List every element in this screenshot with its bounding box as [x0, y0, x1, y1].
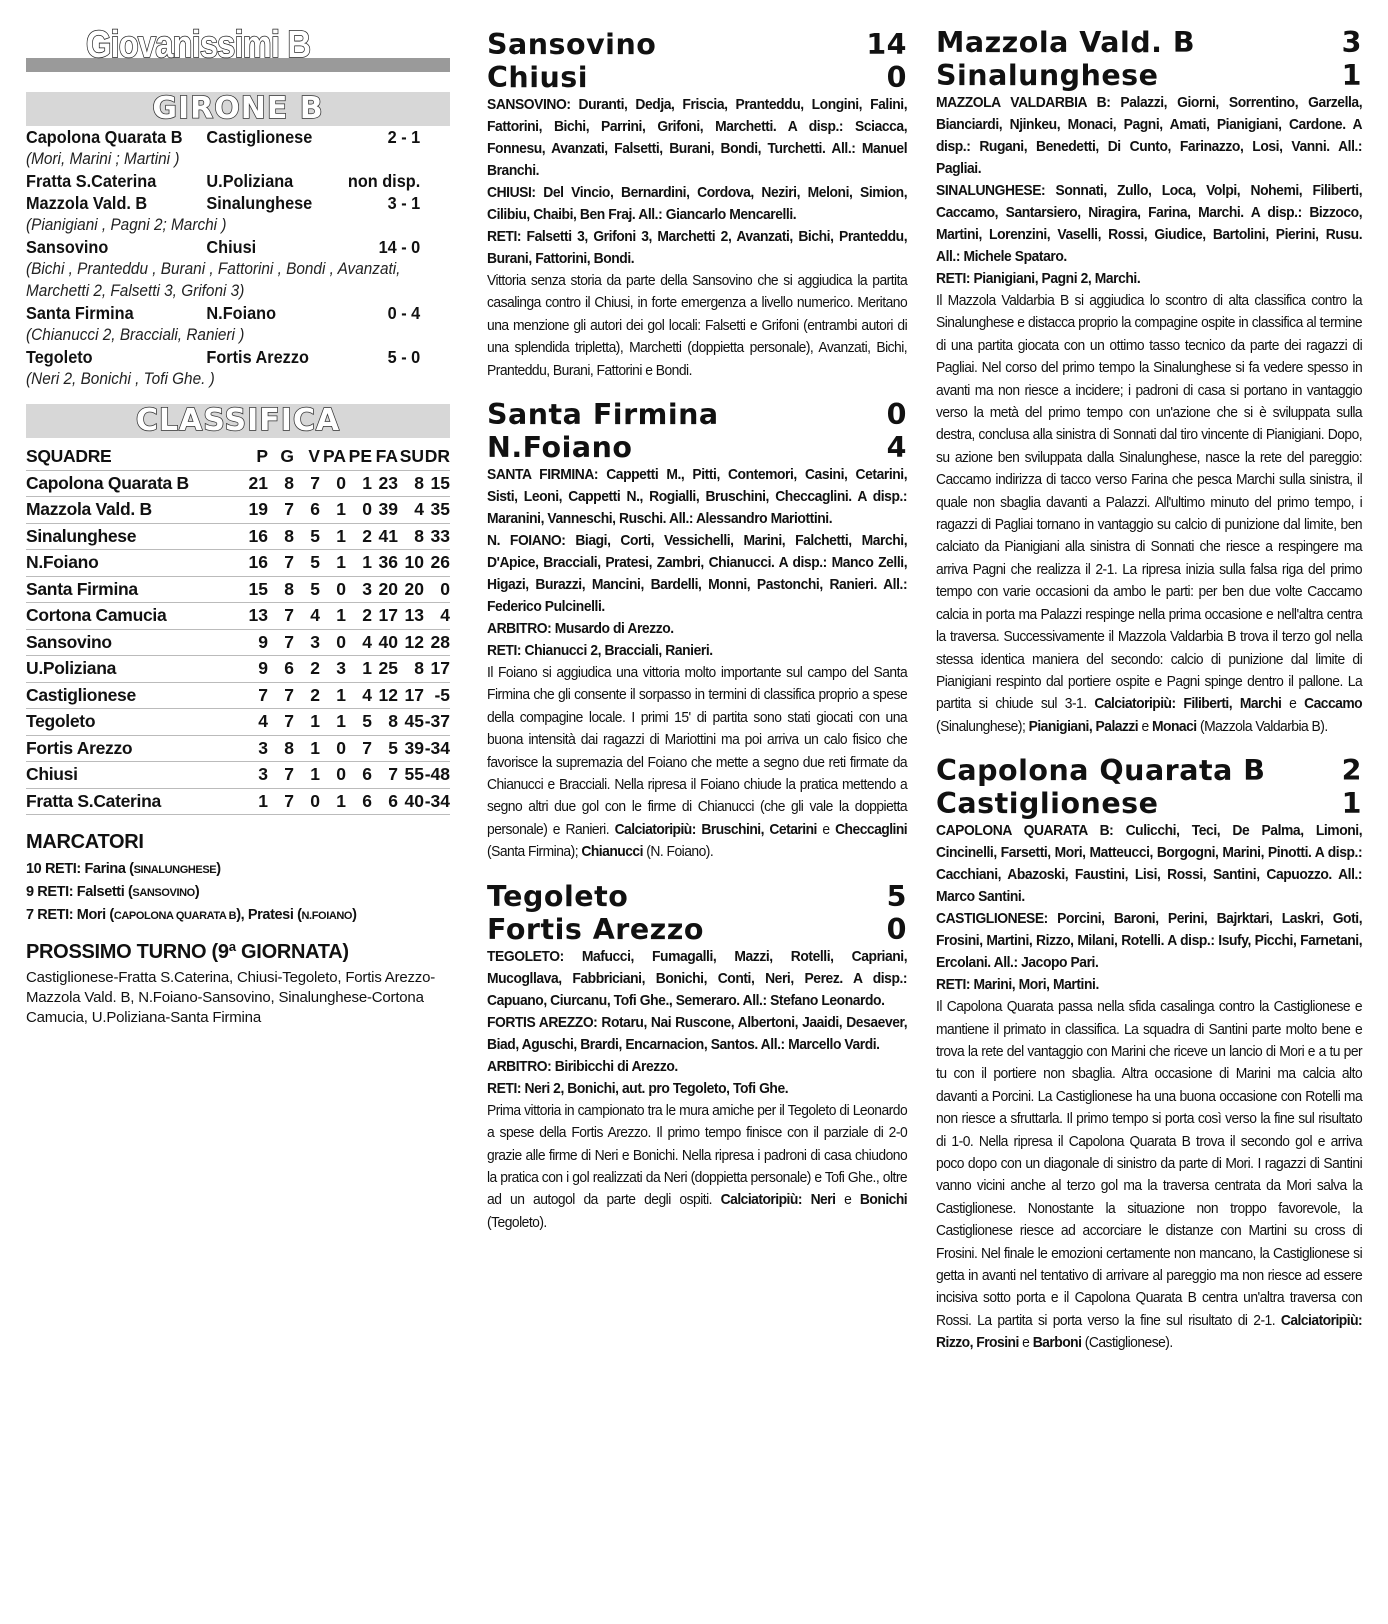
- team-name: N.Foiano: [26, 550, 240, 577]
- match-away-line: [936, 787, 1362, 820]
- stat-cell: 17: [372, 603, 398, 630]
- stat-cell: 4: [346, 682, 372, 709]
- calciatoripiu-names: Chianucci: [581, 844, 643, 861]
- stat-cell: 1: [294, 709, 320, 736]
- away-team: Fortis Arezzo: [206, 347, 309, 367]
- stat-cell: 5: [294, 576, 320, 603]
- stat-cell: 12: [372, 682, 398, 709]
- prossimo-turno-title: PROSSIMO TURNO (9ª GIORNATA): [26, 941, 349, 963]
- calciatoripiu-team: (Tegoleto).: [487, 1214, 547, 1231]
- stat-cell: 55: [398, 762, 424, 789]
- conjunction: e: [1022, 1335, 1030, 1352]
- stat-cell: 41: [372, 523, 398, 550]
- calciatoripiu-label: Calciatoripiù:: [720, 1192, 802, 1209]
- calciatoripiu-names: Checcaglini: [835, 821, 908, 838]
- stat-cell: 10: [398, 550, 424, 577]
- away-team: Castiglionese: [936, 787, 1159, 821]
- stat-cell: 7: [268, 497, 294, 524]
- stat-cell: 39: [372, 497, 398, 524]
- table-row: [26, 497, 450, 524]
- match-home-line: [487, 398, 907, 431]
- stat-cell: 35: [424, 497, 450, 524]
- away-team: N.Foiano: [206, 303, 277, 323]
- stat-cell: 3: [240, 762, 268, 789]
- column-header: PA: [320, 444, 346, 470]
- away-score: 0: [886, 912, 907, 946]
- lineup-line: RETI: Neri 2, Bonichi, aut. pro Tegoleto, Tofi Ghe.: [487, 1080, 789, 1097]
- lineup-line: ARBITRO: Musardo di Arezzo.: [487, 621, 674, 638]
- away-score: 1: [1341, 59, 1362, 92]
- stat-cell: 7: [268, 788, 294, 815]
- match-report: [487, 270, 907, 382]
- match-firmina-foiano: [487, 398, 907, 864]
- scorers: (Mori, Marini ; Martini ): [26, 150, 180, 168]
- home-team: Capolona Quarata B: [26, 127, 183, 147]
- team-name: Capolona Quarata B: [26, 470, 240, 497]
- classifica-header: CLASSIFICA: [26, 404, 450, 438]
- team-name: Chiusi: [26, 762, 240, 789]
- scorers: (Neri 2, Bonichi , Tofi Ghe. ): [26, 370, 215, 388]
- result-row: [26, 192, 452, 214]
- conjunction: e: [844, 1192, 852, 1209]
- marcatore-row: 9 RETI: Falsetti (SANSOVINO): [26, 884, 200, 900]
- report-text: Il Mazzola Valdarbia B si aggiudica lo scontro di alta classifica contro la Sinalunghese e distacca proprio la compagine ospite in classifica al termine di una partita giocata con un ottimo tasso tecnico da parte dei ragazzi di Pagliai. Nel corso del primo tempo la Sinalunghese si fa vedere spesso in avanti ma non riesce a incidere; i padroni di casa si portano in vantaggio verso la metà del primo tempo con un'azione che si è sviluppata sulla destra, conclusa alla sinistra di Sonnati dal tiro vincente di Pianigiani. Dopo, su azione ben sviluppata dalla Sinalunghese, nasce la rete del pareggio: Caccamo indirizza di tacco verso Farina che pesca Marchi sulla sinistra, il quale non sbaglia davanti a Palazzi. All'ultimo minuto del primo tempo, i ragazzi di Pagliai tornano in vantaggio su calcio di punizione dal limite, ben calciato da Pianigiani alla sinistra di Sonnati che riesce a respingere ma arriva Pagni che realizza il 2-1. La ripresa inizia sulla falsa riga del primo tempo con varie occasioni da ambo le parti: per ben due volte Caccamo calcia in porta ma Palazzi respinge nella prima occasione e nell'altra centra la traversa. Successivamente il Mazzola Valdarbia B trova il terzo gol nella stessa identica maniera del secondo: calcio di punizione dal limite di Pianigiani respinto dal portiere ospite e Pagni spinge dentro il pallone. La partita si chiude sul 3-1.: [936, 293, 1363, 713]
- stat-cell: 0: [320, 735, 346, 762]
- match-tegoleto-fortis: [487, 880, 907, 1234]
- stat-cell: 3: [240, 735, 268, 762]
- away-team: U.Poliziana: [206, 171, 294, 191]
- away-team: Castiglionese: [206, 127, 313, 147]
- match-report: [936, 996, 1362, 1355]
- away-team: Sinalunghese: [936, 59, 1159, 92]
- away-team: N.Foiano: [487, 431, 633, 465]
- stat-cell: 7: [268, 762, 294, 789]
- result-row: [26, 302, 452, 324]
- match-home-line: [487, 28, 907, 61]
- stat-cell: 3: [294, 629, 320, 656]
- calciatoripiu-names: Monaci: [1152, 718, 1197, 735]
- home-team: Sansovino: [487, 28, 657, 61]
- column-header: SU: [398, 444, 424, 470]
- team-name: Fratta S.Caterina: [26, 788, 240, 815]
- lineup-line: CAPOLONA QUARATA B: Culicchi, Teci, De Palma, Limoni, Cincinelli, Farsetti, Mori, Matteucci, Borgogni, Marini, Pinotti. A disp.: Cacchiani, Abazoski, Faustini, Lisi, Rossi, Santini, Capuozzo. All.: Marco Santini.: [936, 823, 1363, 906]
- away-team: Chiusi: [206, 237, 257, 257]
- lineup-line: TEGOLETO: Mafucci, Fumagalli, Mazzi, Rotelli, Capriani, Mucogllava, Fabbriciani, Bonichi, Conti, Neri, Perez. A disp.: Capuano, Ciurcanu, Tofi Ghe., Semeraro. All.: Stefano Leonardo.: [487, 948, 908, 1009]
- stat-cell: 6: [346, 762, 372, 789]
- calciatoripiu-names: Bruschini, Cetarini: [701, 821, 817, 838]
- section-banner: [26, 24, 450, 76]
- stat-cell: 0: [294, 788, 320, 815]
- lineup-line: RETI: Marini, Mori, Martini.: [936, 977, 1099, 994]
- stat-cell: 1: [320, 682, 346, 709]
- stat-cell: 8: [268, 576, 294, 603]
- team-name: Fortis Arezzo: [26, 735, 240, 762]
- lineup-line: CHIUSI: Del Vincio, Bernardini, Cordova, Neziri, Meloni, Simion, Cilibiu, Chaibi, Ben Fraj. All.: Giancarlo Mencarelli.: [487, 185, 908, 223]
- match-away-line: [936, 59, 1362, 92]
- calciatoripiu-team: (Santa Firmina);: [487, 844, 579, 861]
- stat-cell: 8: [398, 656, 424, 683]
- stat-cell: 7: [268, 682, 294, 709]
- table-row: [26, 603, 450, 630]
- table-row: [26, 735, 450, 762]
- stat-cell: 7: [346, 735, 372, 762]
- table-row: [26, 762, 450, 789]
- stat-cell: 8: [268, 735, 294, 762]
- conjunction: e: [822, 821, 830, 838]
- stat-cell: 40: [398, 788, 424, 815]
- page-title: Giovanissimi B: [86, 24, 311, 66]
- stat-cell: 26: [424, 550, 450, 577]
- stat-cell: 8: [398, 523, 424, 550]
- report-text: Prima vittoria in campionato tra le mura amiche per il Tegoleto di Leonardo a spese della Fortis Arezzo. Il primo tempo finisce con il parziale di 2-0 grazie alle firme di Neri e Bonichi. Nella ripresa i padroni di casa chiudono la pratica con i gol realizzati da Neri (doppietta personale) e Tofi Ghe., oltre ad un autogol da parte degli ospiti.: [487, 1102, 908, 1209]
- stat-cell: 12: [398, 629, 424, 656]
- stat-cell: -34: [424, 788, 450, 815]
- calciatoripiu-label: Calciatoripiù:: [614, 821, 696, 838]
- column-header: G: [268, 444, 294, 470]
- team-name: Mazzola Vald. B: [26, 497, 240, 524]
- stat-cell: 7: [268, 709, 294, 736]
- column-header: DR: [424, 444, 450, 470]
- home-team: Mazzola Vald. B: [936, 26, 1196, 59]
- stat-cell: 2: [346, 603, 372, 630]
- column-header: PE: [346, 444, 372, 470]
- table-row: [26, 656, 450, 683]
- table-row: [26, 682, 450, 709]
- stat-cell: 16: [240, 523, 268, 550]
- calciatoripiu-team: (Castiglionese).: [1084, 1335, 1173, 1352]
- match-mazzola-sinalunghese: [936, 26, 1362, 738]
- report-text: Vittoria senza storia da parte della Sansovino che si aggiudica la partita casalinga contro il Chiusi, in forte emergenza a livello numerico. Meritano una menzione gli autori dei gol locali: Falsetti e Grifoni (entrambi autori di una splendida tripletta), Marchetti (doppietta personale), Avanzati, Bichi, Pranteddu, Burani, Fattorini e Bondi.: [487, 273, 908, 379]
- stat-cell: -48: [424, 762, 450, 789]
- stat-cell: 4: [398, 497, 424, 524]
- marcatori-list: [26, 858, 450, 927]
- home-team: Tegoleto: [26, 347, 93, 367]
- calciatoripiu-team: (N. Foiano).: [646, 844, 714, 861]
- stat-cell: 3: [320, 656, 346, 683]
- stat-cell: -37: [424, 709, 450, 736]
- lineup-line: RETI: Falsetti 3, Grifoni 3, Marchetti 2, Avanzati, Bichi, Pranteddu, Burani, Fattorini, Bondi.: [487, 229, 908, 267]
- stat-cell: 5: [294, 550, 320, 577]
- match-home-line: [487, 880, 907, 913]
- left-column: [26, 24, 450, 1028]
- report-text: Il Foiano si aggiudica una vittoria molto importante sul campo del Santa Firmina che gli consente il sorpasso in termini di classifica proprio a spese della compagine locale. I primi 15' di partita sono stati giocati con una buona intensità dai ragazzi di Mariottini ma poi arriva un calo fisico che favorisce la supremazia del Foiano che mette a segno due reti firmate da Chianucci e Bracciali. Nella ripresa il Foiano chiude la pratica mettendo a segno altri due gol con le firme di Chianucci (che gli vale la doppietta personale) e Ranieri.: [487, 665, 908, 838]
- stat-cell: 15: [240, 576, 268, 603]
- stat-cell: 28: [424, 629, 450, 656]
- stat-cell: 20: [398, 576, 424, 603]
- home-team: Sansovino: [26, 237, 109, 257]
- scorers: (Pianigiani , Pagni 2; Marchi ): [26, 216, 227, 234]
- result-row: [26, 126, 452, 148]
- match-report: [936, 290, 1362, 738]
- scorers: (Chianucci 2, Bracciali, Ranieri ): [26, 326, 245, 344]
- stat-cell: 1: [320, 709, 346, 736]
- stat-cell: 33: [424, 523, 450, 550]
- scorers: (Bichi , Pranteddu , Burani , Fattorini , Bondi , Avanzati, Marchetti 2, Falsetti 3, Grifoni 3): [26, 260, 401, 300]
- stat-cell: 16: [240, 550, 268, 577]
- stat-cell: 20: [372, 576, 398, 603]
- stat-cell: 1: [346, 470, 372, 497]
- stat-cell: 9: [240, 656, 268, 683]
- standings-header-row: [26, 444, 450, 470]
- stat-cell: 1: [294, 762, 320, 789]
- stat-cell: 8: [268, 470, 294, 497]
- stat-cell: 2: [346, 523, 372, 550]
- stat-cell: 6: [268, 656, 294, 683]
- home-score: 5: [886, 879, 907, 913]
- calciatoripiu-names: Barboni: [1032, 1335, 1082, 1352]
- stat-cell: 0: [320, 762, 346, 789]
- stat-cell: 7: [268, 629, 294, 656]
- stat-cell: 6: [372, 788, 398, 815]
- stat-cell: 17: [398, 682, 424, 709]
- calciatoripiu-team: (Mazzola Valdarbia B).: [1199, 718, 1328, 735]
- stat-cell: 1: [320, 788, 346, 815]
- stat-cell: 6: [294, 497, 320, 524]
- table-row: [26, 550, 450, 577]
- girone-header: GIRONE B: [26, 92, 450, 126]
- conjunction: e: [1289, 696, 1297, 713]
- stat-cell: 40: [372, 629, 398, 656]
- stat-cell: 17: [424, 656, 450, 683]
- standings-table: [26, 444, 450, 815]
- result-row: [26, 170, 452, 192]
- results-list: [26, 126, 450, 390]
- stat-cell: 7: [372, 762, 398, 789]
- team-name: Sansovino: [26, 629, 240, 656]
- team-name: Castiglionese: [26, 682, 240, 709]
- score: 14 - 0: [378, 237, 421, 257]
- match-home-line: [936, 26, 1362, 59]
- home-team: Santa Firmina: [26, 303, 134, 323]
- lineup-line: SANSOVINO: Duranti, Dedja, Friscia, Pranteddu, Longini, Falini, Fattorini, Bichi, Parrini, Grifoni, Marchetti. A disp.: Sciacca, Fonnesu, Avanzati, Falsetti, Burani, Bondi, Turchetti. All.: Manuel Branchi.: [487, 97, 908, 179]
- stat-cell: 7: [240, 682, 268, 709]
- away-score: 4: [886, 431, 907, 465]
- column-header: V: [294, 444, 320, 470]
- stat-cell: 4: [424, 603, 450, 630]
- home-team: Fratta S.Caterina: [26, 171, 157, 191]
- stat-cell: 1: [346, 656, 372, 683]
- home-team: Capolona Quarata B: [936, 754, 1266, 788]
- stat-cell: 23: [372, 470, 398, 497]
- stat-cell: 25: [372, 656, 398, 683]
- score: non disp.: [347, 171, 421, 191]
- stat-cell: 4: [346, 629, 372, 656]
- stat-cell: 1: [320, 550, 346, 577]
- lineup-line: RETI: Chianucci 2, Bracciali, Ranieri.: [487, 643, 713, 660]
- table-row: [26, 629, 450, 656]
- away-team: Fortis Arezzo: [487, 912, 704, 946]
- stat-cell: 15: [424, 470, 450, 497]
- table-row: [26, 709, 450, 736]
- calciatoripiu-names: Filiberti, Marchi: [1183, 696, 1282, 713]
- column-header: FA: [372, 444, 398, 470]
- stat-cell: 7: [268, 550, 294, 577]
- match-away-line: [487, 61, 907, 94]
- table-row: [26, 788, 450, 815]
- score: 0 - 4: [387, 303, 421, 323]
- stat-cell: 8: [372, 709, 398, 736]
- stat-cell: 36: [372, 550, 398, 577]
- stat-cell: 5: [372, 735, 398, 762]
- stat-cell: 5: [294, 523, 320, 550]
- match-sansovino-chiusi: [487, 28, 907, 382]
- marcatore-row: 7 RETI: Mori (CAPOLONA QUARATA B), Pratesi (N.FOIANO): [26, 907, 357, 923]
- right-column: [936, 26, 1362, 1371]
- home-team: Santa Firmina: [487, 398, 719, 432]
- calciatoripiu-label: Calciatoripiù:: [1280, 1312, 1363, 1329]
- stat-cell: 9: [240, 629, 268, 656]
- report-text: Il Capolona Quarata passa nella sfida casalinga contro la Castiglionese e mantiene il primato in classifica. La squadra di Santini parte molto bene e trova la rete del vantaggio con Marini che riceve un lancio di Mori e a tu per tu con il portiere non sbaglia. Altra occasione di Marini ma calcia alto davanti a Porcini. La Castiglionese ha una buona occasione con Rotelli ma non riesce a sfruttarla. Il primo tempo si porta così verso la fine sul risultato di 1-0. Nella ripresa il Capolona Quarata B trova il secondo gol e arriva poco dopo con un diagonale di sinistro da parte di Mori. I ragazzi di Santini vanno vicini anche al terzo gol ma la traversa centrata da Mori salva la Castiglionese. Nonostante la situazione non troppo favorevole, la Castiglionese riesce ad accorciare le distanze con Martini su cross di Frosini. Nel finale le emozioni certamente non mancano, la Castiglionese si getta in avanti nel tentativo di arrivare al pareggio ma non riesce ad essere incisiva sotto porta e il Capolona Quarata B centra un'altra traversa con Rossi. La partita si porta verso la fine sul risultato di 2-1.: [936, 999, 1363, 1329]
- stat-cell: 1: [294, 735, 320, 762]
- lineup-line: RETI: Pianigiani, Pagni 2, Marchi.: [936, 271, 1141, 287]
- match-capolona-castiglionese: [936, 754, 1362, 1355]
- column-header: SQUADRE: [26, 444, 240, 470]
- stat-cell: 1: [346, 550, 372, 577]
- stat-cell: 39: [398, 735, 424, 762]
- match-home-line: [936, 754, 1362, 787]
- stat-cell: 8: [268, 523, 294, 550]
- home-team: Mazzola Vald. B: [26, 193, 148, 213]
- away-team: Chiusi: [487, 61, 588, 94]
- middle-column: [487, 28, 907, 1250]
- stat-cell: 13: [398, 603, 424, 630]
- stat-cell: 7: [268, 603, 294, 630]
- lineup-line: MAZZOLA VALDARBIA B: Palazzi, Giorni, Sorrentino, Garzella, Bianciardi, Njinkeu, Monaci, Pagni, Amati, Pianigiani, Cardone. A disp.: Rugani, Benedetti, Di Cunto, Farinazzo, Losi, Vanni. All.: Pagliai.: [936, 95, 1363, 177]
- home-score: 3: [1341, 26, 1362, 59]
- stat-cell: 1: [320, 603, 346, 630]
- score: 5 - 0: [387, 347, 421, 367]
- lineup-line: SINALUNGHESE: Sonnati, Zullo, Loca, Volpi, Nohemi, Filiberti, Caccamo, Santarsiero, Niragira, Farina, Marchi. A disp.: Bizzoco, Martini, Lorenzini, Vaselli, Rossi, Giudice, Bartolini, Pierini, Rusu. All.: Michele Spataro.: [936, 183, 1363, 265]
- stat-cell: 1: [320, 523, 346, 550]
- result-row: [26, 346, 452, 368]
- home-score: 14: [866, 28, 907, 61]
- stat-cell: 3: [346, 576, 372, 603]
- marcatore-row: 10 RETI: Farina (SINALUNGHESE): [26, 861, 221, 877]
- away-team: Sinalunghese: [206, 193, 313, 213]
- conjunction: e: [1141, 718, 1149, 735]
- team-name: Tegoleto: [26, 709, 240, 736]
- home-score: 0: [886, 398, 907, 432]
- away-score: 0: [886, 61, 907, 94]
- stat-cell: 13: [240, 603, 268, 630]
- stat-cell: 0: [320, 470, 346, 497]
- team-name: Cortona Camucia: [26, 603, 240, 630]
- match-away-line: [487, 913, 907, 946]
- stat-cell: 4: [294, 603, 320, 630]
- home-score: 2: [1341, 754, 1362, 788]
- calciatoripiu-label: Calciatoripiù:: [1094, 696, 1176, 713]
- stat-cell: 4: [240, 709, 268, 736]
- stat-cell: 5: [346, 709, 372, 736]
- calciatoripiu-names: Bonichi: [859, 1192, 908, 1209]
- away-score: 1: [1341, 787, 1362, 821]
- stat-cell: 0: [320, 576, 346, 603]
- table-row: [26, 470, 450, 497]
- table-row: [26, 576, 450, 603]
- team-name: U.Poliziana: [26, 656, 240, 683]
- match-away-line: [487, 431, 907, 464]
- stat-cell: 45: [398, 709, 424, 736]
- prossimo-turno-text: Castiglionese-Fratta S.Caterina, Chiusi-Tegoleto, Fortis Arezzo-Mazzola Vald. B, N.Foiano-Sansovino, Sinalunghese-Cortona Camucia, U.Poliziana-Santa Firmina: [26, 969, 436, 1026]
- calciatoripiu-team: (Sinalunghese);: [936, 718, 1026, 735]
- team-name: Santa Firmina: [26, 576, 240, 603]
- stat-cell: 1: [320, 497, 346, 524]
- result-row: [26, 236, 452, 258]
- stat-cell: 21: [240, 470, 268, 497]
- marcatori-title: MARCATORI: [26, 831, 144, 853]
- stat-cell: 0: [320, 629, 346, 656]
- calciatoripiu-names: Caccamo: [1304, 696, 1363, 713]
- score: 3 - 1: [387, 193, 421, 213]
- calciatoripiu-names: Neri: [810, 1192, 836, 1209]
- stat-cell: -34: [424, 735, 450, 762]
- match-report: [487, 1100, 907, 1234]
- team-name: Sinalunghese: [26, 523, 240, 550]
- stat-cell: 1: [240, 788, 268, 815]
- lineup-line: SANTA FIRMINA: Cappetti M., Pitti, Contemori, Casini, Cetarini, Sisti, Leoni, Cappetti N., Rogialli, Bruschini, Checcaglini. A disp.: Maranini, Vanneschi, Ruschi. All.: Alessandro Mariottini.: [487, 467, 908, 528]
- lineup-line: N. FOIANO: Biagi, Corti, Vessichelli, Marini, Falchetti, Marchi, D'Apice, Bracciali, Pratesi, Zambri, Chianucci. A disp.: Manco Zelli, Higazi, Burazzi, Mancini, Bardelli, Monni, Pastonchi, Ranieri. All.: Federico Pulcinelli.: [487, 533, 908, 616]
- stat-cell: 0: [424, 576, 450, 603]
- match-report: [487, 662, 907, 864]
- calciatoripiu-names: Pianigiani, Palazzi: [1028, 718, 1139, 735]
- stat-cell: 7: [294, 470, 320, 497]
- stat-cell: 19: [240, 497, 268, 524]
- calciatoripiu-names: Rizzo, Frosini: [936, 1335, 1019, 1352]
- lineup-line: ARBITRO: Biribicchi di Arezzo.: [487, 1058, 678, 1075]
- stat-cell: 2: [294, 682, 320, 709]
- home-team: Tegoleto: [487, 879, 629, 913]
- lineup-line: FORTIS AREZZO: Rotaru, Nai Ruscone, Albertoni, Jaaidi, Desaever, Biad, Aguschi, Brardi, Encarnacion, Santos. All.: Marcello Vardi.: [487, 1014, 908, 1053]
- stat-cell: 6: [346, 788, 372, 815]
- stat-cell: 8: [398, 470, 424, 497]
- stat-cell: -5: [424, 682, 450, 709]
- column-header: P: [240, 444, 268, 470]
- score: 2 - 1: [387, 127, 421, 147]
- table-row: [26, 523, 450, 550]
- stat-cell: 2: [294, 656, 320, 683]
- stat-cell: 0: [346, 497, 372, 524]
- lineup-line: CASTIGLIONESE: Porcini, Baroni, Perini, Bajrktari, Laskri, Goti, Frosini, Martini, Rizzo, Milani, Rotelli. A disp.: Isufy, Picchi, Farnetani, Ercolani. All.: Jacopo Pari.: [936, 911, 1363, 972]
